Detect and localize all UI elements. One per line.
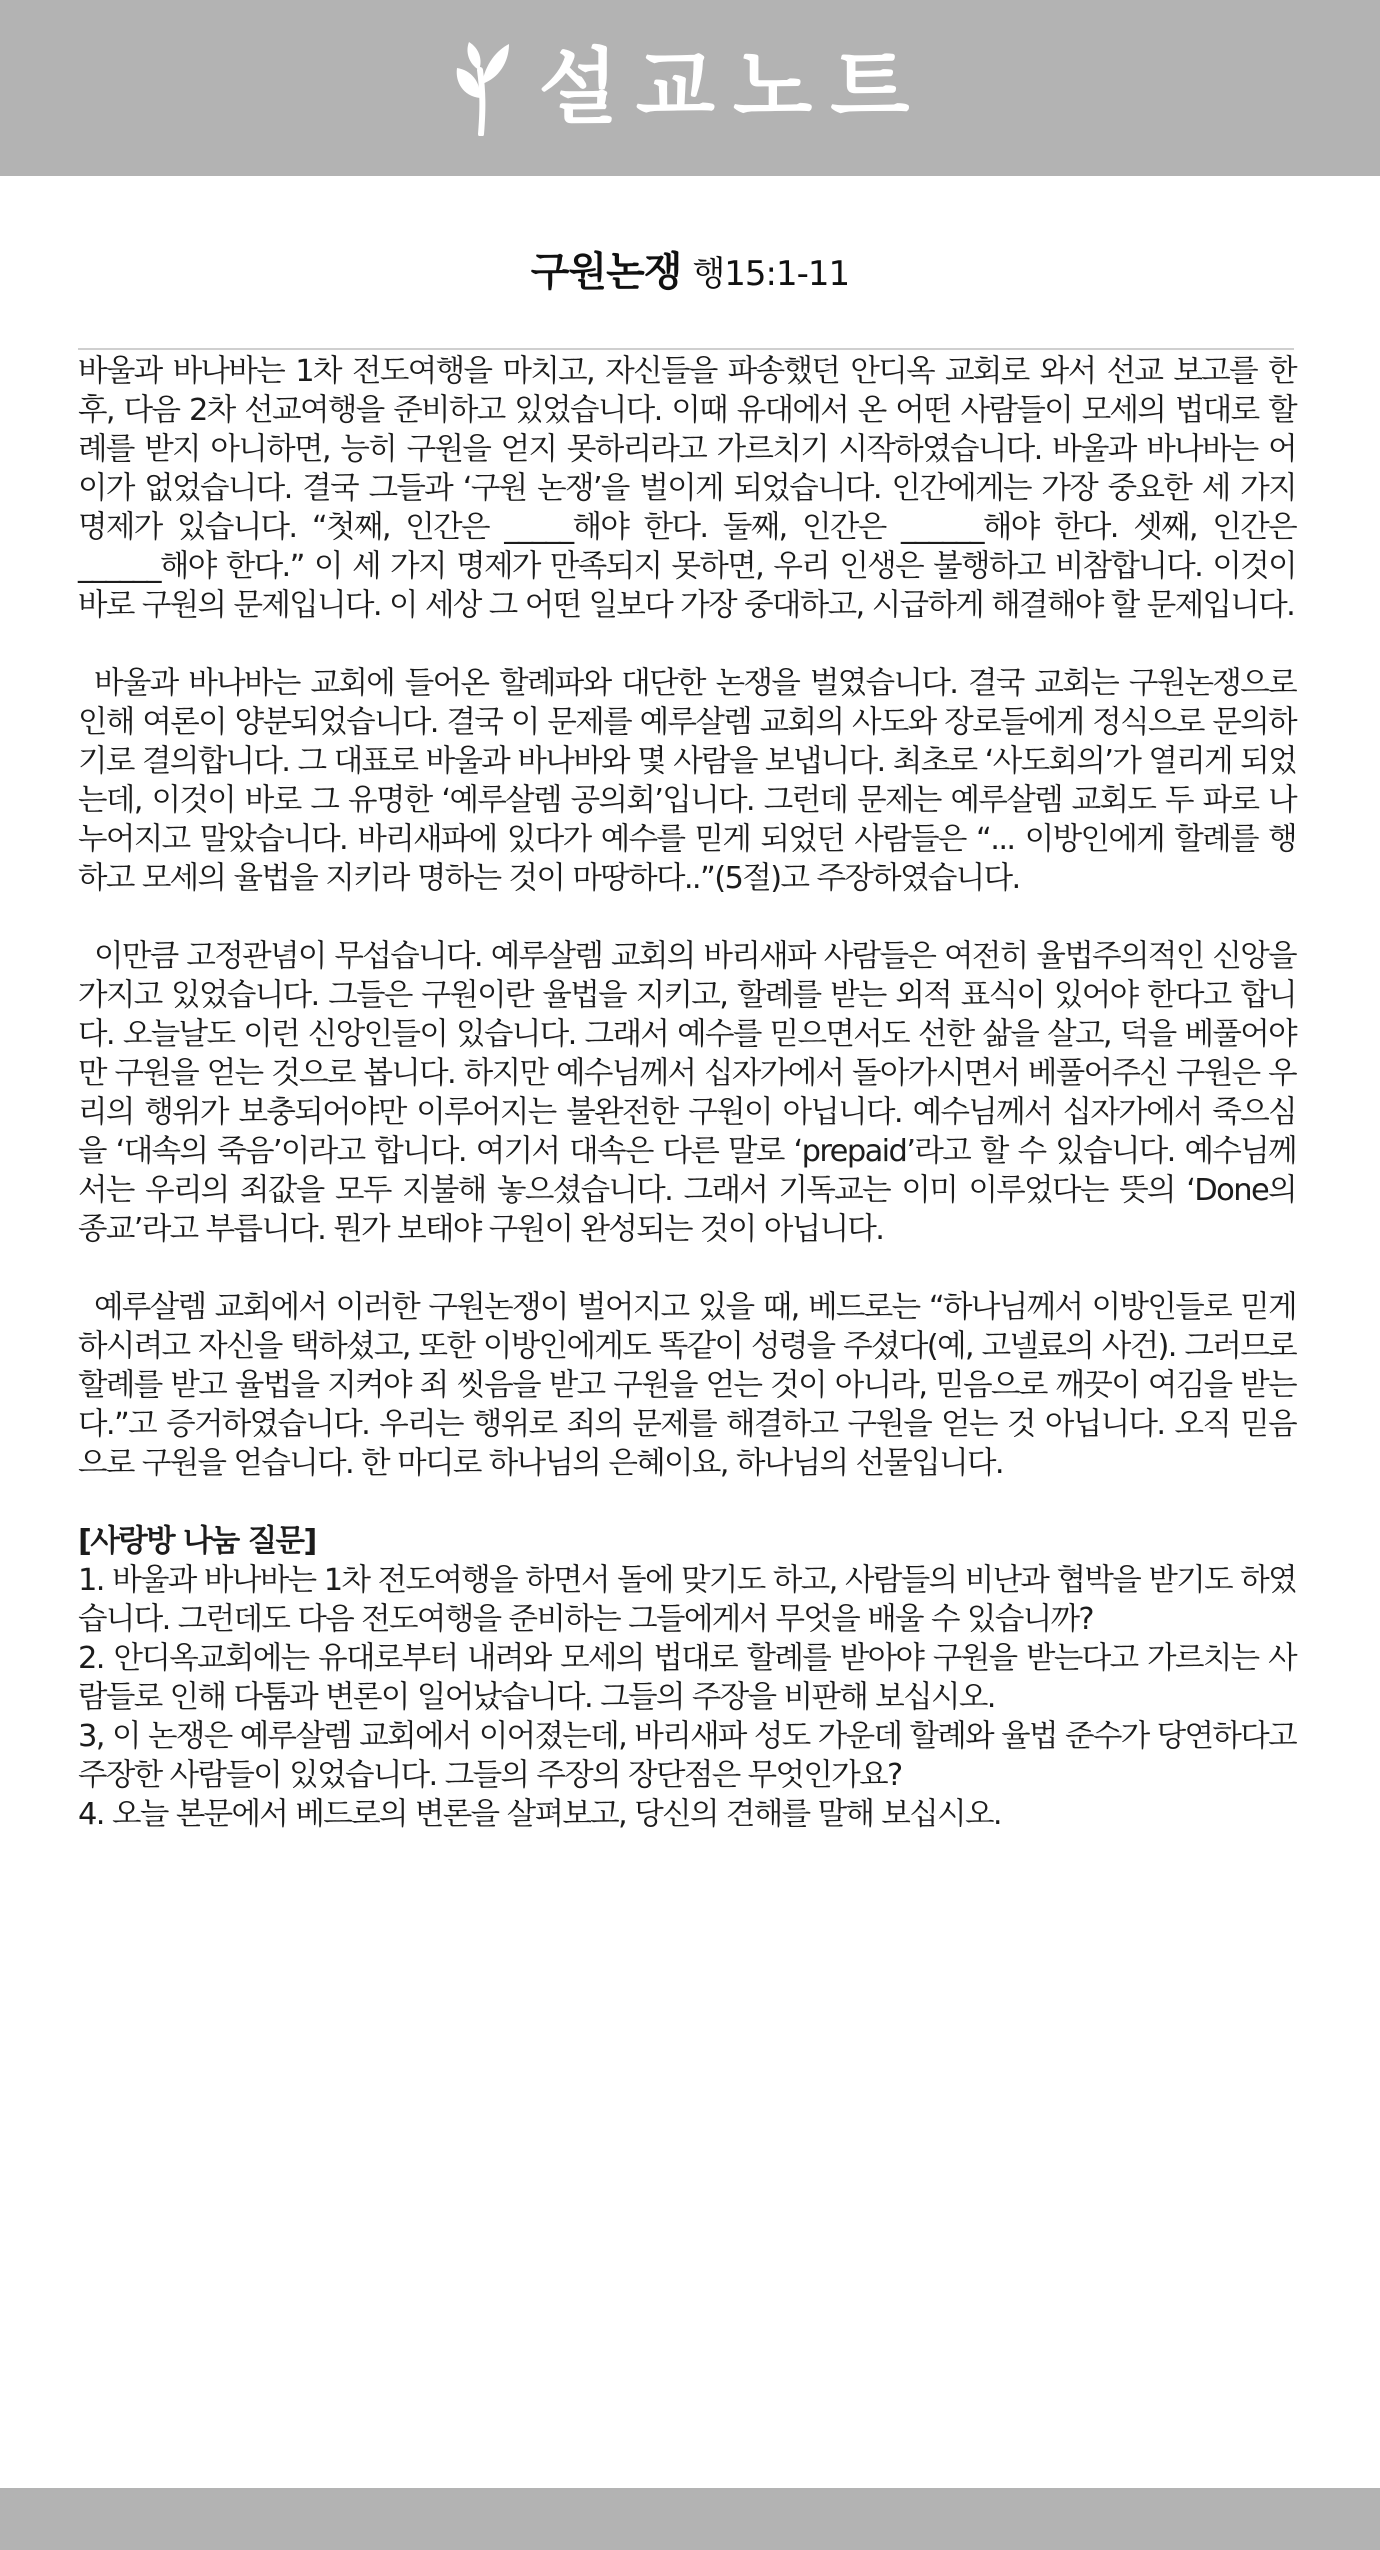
- paragraph-1: 바울과 바나바는 1차 전도여행을 마치고, 자신들을 파송했던 안디옥 교회로 와서 선교 보고를 한 후, 다음 2차 선교여행을 준비하고 있었습니다. 이때 유대에서 온 어떤 사람들이 모세의 법대로 할례를 받지 아니하면, 능히 구원을 얻지 못하리라고 가르치기 시작하였습니다. 바울과 바나바는 어이가 없었습니다. 결국 그들과 ‘구원 논쟁’을 벌이게 되었습니다. 인간에게는 가장 중요한 세 가지 명제가 있습니다. “첫째, 인간은 _____해야 한다. 둘째, 인간은 ______해야 한다. 셋째, 인간은 ______해야 한다.” 이 세 가지 명제가 만족되지 못하면, 우리 인생은 불행하고 비참합니다. 이것이 바로 구원의 문제입니다. 이 세상 그 어떤 일보다 가장 중대하고, 시급하게 해결해야 할 문제입니다.: [78, 354, 1296, 623]
- sermon-body: [78, 352, 1296, 1834]
- questions-heading: [사랑방 나눔 질문]: [78, 1524, 316, 1559]
- question-3: 3, 이 논쟁은 예루살렘 교회에서 이어졌는데, 바리새파 성도 가운데 할례와 율법 준수가 당연하다고 주장한 사람들이 있었습니다. 그들의 주장의 장단점은 무엇인가요?: [78, 1719, 1296, 1793]
- question-4: 4. 오늘 본문에서 베드로의 변론을 살펴보고, 당신의 견해를 말해 보십시오.: [78, 1797, 1001, 1832]
- paragraph-spacer: [78, 1483, 1296, 1522]
- brand-title: 설교노트: [538, 40, 928, 135]
- title-divider: [78, 348, 1294, 350]
- paragraph-spacer: [78, 1249, 1296, 1288]
- question-1: 1. 바울과 바나바는 1차 전도여행을 하면서 돌에 맞기도 하고, 사람들의 비난과 협박을 받기도 하였습니다. 그런데도 다음 전도여행을 준비하는 그들에게서 무엇을 배울 수 있습니까?: [78, 1563, 1296, 1637]
- paragraph-2: 바울과 바나바는 교회에 들어온 할례파와 대단한 논쟁을 벌였습니다. 결국 교회는 구원논쟁으로 인해 여론이 양분되었습니다. 결국 이 문제를 예루살렘 교회의 사도와 장로들에게 정식으로 문의하기로 결의합니다. 그 대표로 바울과 바나바와 몇 사람을 보냅니다. 최초로 ‘사도회의’가 열리게 되었는데, 이것이 바로 그 유명한 ‘예루살렘 공의회’입니다. 그런데 문제는 예루살렘 교회도 두 파로 나누어지고 말았습니다. 바리새파에 있다가 예수를 믿게 되었던 사람들은 “... 이방인에게 할례를 행하고 모세의 율법을 지키라 명하는 것이 마땅하다..”(5절)고 주장하였습니다.: [78, 666, 1296, 896]
- scripture-reference: 행15:1-11: [692, 254, 850, 294]
- paragraph-spacer: [78, 898, 1296, 937]
- header-banner: [0, 0, 1380, 176]
- paragraph-3: 이만큼 고정관념이 무섭습니다. 예루살렘 교회의 바리새파 사람들은 여전히 율법주의적인 신앙을 가지고 있었습니다. 그들은 구원이란 율법을 지키고, 할례를 받는 외적 표식이 있어야 한다고 합니다. 오늘날도 이런 신앙인들이 있습니다. 그래서 예수를 믿으면서도 선한 삶을 살고, 덕을 베풀어야만 구원을 얻는 것으로 봅니다. 하지만 예수님께서 십자가에서 돌아가시면서 베풀어주신 구원은 우리의 행위가 보충되어야만 이루어지는 불완전한 구원이 아닙니다. 예수님께서 십자가에서 죽으심을 ‘대속의 죽음’이라고 합니다. 여기서 대속은 다른 말로 ‘prepaid’라고 할 수 있습니다. 예수님께서는 우리의 죄값을 모두 지불해 놓으셨습니다. 그래서 기독교는 이미 이루었다는 뜻의 ‘Done의 종교’라고 부릅니다. 뭔가 보태야 구원이 완성되는 것이 아닙니다.: [78, 939, 1296, 1247]
- paragraph-4: 예루살렘 교회에서 이러한 구원논쟁이 벌어지고 있을 때, 베드로는 “하나님께서 이방인들로 믿게 하시려고 자신을 택하셨고, 또한 이방인에게도 똑같이 성령을 주셨다(예, 고넬료의 사건). 그러므로 할례를 받고 율법을 지켜야 죄 씻음을 받고 구원을 얻는 것이 아니라, 믿음으로 깨끗이 여김을 받는다.”고 증거하였습니다. 우리는 행위로 죄의 문제를 해결하고 구원을 얻는 것 아닙니다. 오직 믿음으로 구원을 얻습니다. 한 마디로 하나님의 은혜이요, 하나님의 선물입니다.: [78, 1290, 1296, 1481]
- sermon-title-block: [0, 240, 1380, 297]
- header-brand: [453, 40, 928, 136]
- question-2: 2. 안디옥교회에는 유대로부터 내려와 모세의 법대로 할례를 받아야 구원을 받는다고 가르치는 사람들로 인해 다툼과 변론이 일어났습니다. 그들의 주장을 비판해 보십시오.: [78, 1641, 1296, 1715]
- paragraph-spacer: [78, 625, 1296, 664]
- leaf-icon: [453, 40, 511, 136]
- footer-bar: [0, 2488, 1380, 2550]
- sermon-title: 구원논쟁: [530, 249, 682, 295]
